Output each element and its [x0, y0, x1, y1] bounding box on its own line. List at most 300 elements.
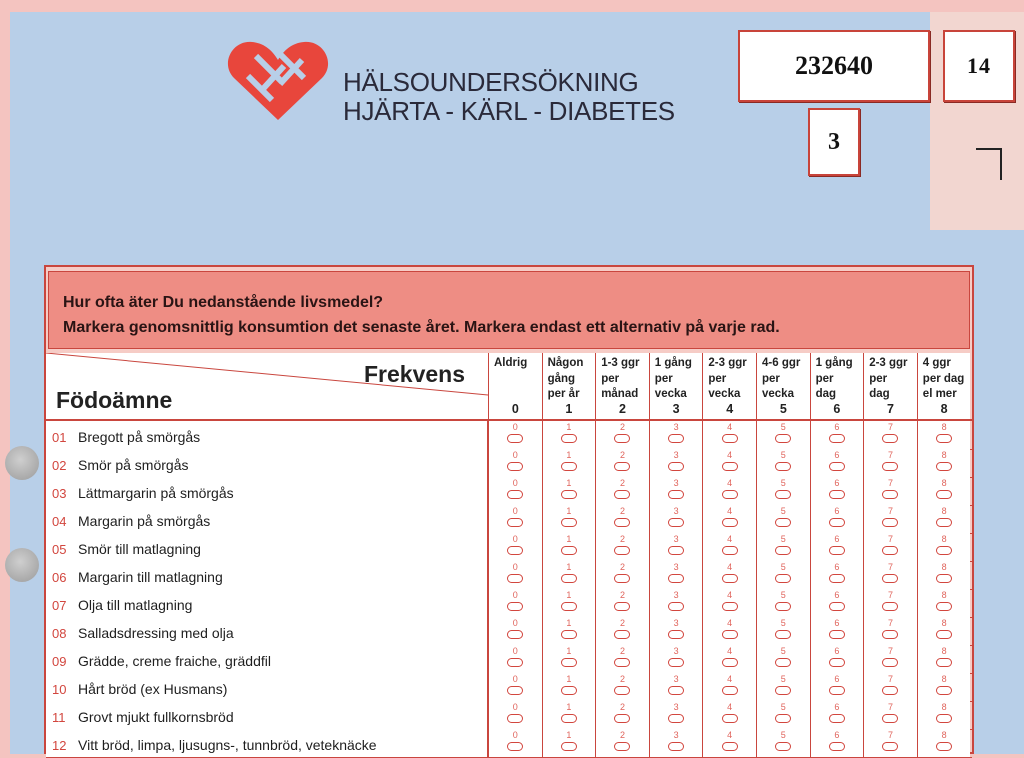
- option-bubble[interactable]: [507, 490, 523, 499]
- frequency-option[interactable]: [756, 617, 810, 645]
- column-header-text: el mer: [922, 388, 957, 400]
- option-code: 2: [619, 730, 625, 740]
- option-bubble[interactable]: [507, 714, 523, 723]
- option-bubble[interactable]: [936, 686, 952, 695]
- option-bubble[interactable]: [561, 490, 577, 499]
- frequency-option[interactable]: [542, 589, 596, 617]
- option-bubble[interactable]: [882, 434, 898, 443]
- option-bubble[interactable]: [668, 490, 684, 499]
- frequency-option[interactable]: [756, 729, 810, 757]
- frequency-option[interactable]: [810, 421, 864, 449]
- frequency-option[interactable]: [917, 701, 971, 729]
- frequency-option[interactable]: [810, 449, 864, 477]
- frequency-option[interactable]: [649, 421, 703, 449]
- frequency-option[interactable]: [595, 477, 649, 505]
- frequency-option[interactable]: [595, 449, 649, 477]
- frequency-option[interactable]: [863, 561, 917, 589]
- frequency-option[interactable]: [702, 645, 756, 673]
- option-bubble[interactable]: [561, 658, 577, 667]
- frequency-option[interactable]: [595, 533, 649, 561]
- option-bubble[interactable]: [775, 630, 791, 639]
- frequency-option[interactable]: [702, 505, 756, 533]
- frequency-option[interactable]: [649, 701, 703, 729]
- food-heading: Födoämne: [56, 387, 173, 413]
- frequency-option[interactable]: [649, 533, 703, 561]
- frequency-option[interactable]: [863, 645, 917, 673]
- frequency-option[interactable]: [810, 617, 864, 645]
- frequency-option[interactable]: [649, 561, 703, 589]
- option-bubble[interactable]: [829, 658, 845, 667]
- option-code: 7: [887, 478, 893, 488]
- option-bubble[interactable]: [882, 658, 898, 667]
- option-code: 8: [941, 450, 947, 460]
- option-bubble[interactable]: [829, 518, 845, 527]
- option-bubble[interactable]: [614, 546, 630, 555]
- option-code: 4: [727, 646, 733, 656]
- frequency-option[interactable]: [863, 729, 917, 757]
- frequency-option[interactable]: [542, 449, 596, 477]
- option-bubble[interactable]: [936, 658, 952, 667]
- option-code: 7: [887, 506, 893, 516]
- option-bubble[interactable]: [722, 574, 738, 583]
- option-bubble[interactable]: [507, 658, 523, 667]
- option-bubble[interactable]: [668, 714, 684, 723]
- option-bubble[interactable]: [561, 714, 577, 723]
- option-bubble[interactable]: [561, 602, 577, 611]
- column-header-text: per: [601, 372, 620, 385]
- option-code: 0: [512, 730, 518, 740]
- frequency-option[interactable]: [810, 477, 864, 505]
- frequency-option[interactable]: [810, 505, 864, 533]
- option-bubble[interactable]: [829, 714, 845, 723]
- option-code: 3: [673, 478, 679, 488]
- option-code: 6: [834, 646, 840, 656]
- option-code: 3: [673, 534, 679, 544]
- row-number: 09: [52, 654, 67, 669]
- option-bubble[interactable]: [614, 518, 630, 527]
- option-bubble[interactable]: [614, 462, 630, 471]
- option-bubble[interactable]: [668, 574, 684, 583]
- option-bubble[interactable]: [722, 630, 738, 639]
- frequency-option[interactable]: [542, 421, 596, 449]
- frequency-option[interactable]: [649, 617, 703, 645]
- frequency-option[interactable]: [542, 561, 596, 589]
- option-bubble[interactable]: [614, 434, 630, 443]
- frequency-option[interactable]: [595, 673, 649, 701]
- column-header-text: per: [869, 372, 888, 385]
- column-code: 7: [887, 401, 894, 416]
- frequency-option[interactable]: [542, 673, 596, 701]
- option-code: 3: [673, 450, 679, 460]
- frequency-option[interactable]: [810, 589, 864, 617]
- option-code: 1: [566, 478, 572, 488]
- survey-title-line1: HÄLSOUNDERSÖKNING: [343, 67, 639, 97]
- frequency-heading: Frekvens: [364, 361, 466, 387]
- option-bubble[interactable]: [775, 574, 791, 583]
- option-bubble[interactable]: [561, 546, 577, 555]
- option-bubble[interactable]: [775, 462, 791, 471]
- option-bubble[interactable]: [561, 742, 577, 751]
- frequency-option[interactable]: [756, 589, 810, 617]
- frequency-option[interactable]: [595, 701, 649, 729]
- food-label-cell: [46, 561, 488, 589]
- frequency-option[interactable]: [595, 589, 649, 617]
- option-bubble[interactable]: [507, 518, 523, 527]
- option-code: 1: [566, 506, 572, 516]
- option-code: 6: [834, 590, 840, 600]
- frequency-option[interactable]: [649, 673, 703, 701]
- frequency-option[interactable]: [917, 729, 971, 757]
- option-code: 8: [941, 590, 947, 600]
- option-bubble[interactable]: [829, 462, 845, 471]
- frequency-option[interactable]: [917, 477, 971, 505]
- frequency-column-header: [488, 353, 542, 419]
- option-code: 1: [566, 422, 572, 432]
- survey-title-line2: HJÄRTA - KÄRL - DIABETES: [343, 96, 675, 126]
- food-name: Smör på smörgås: [78, 457, 189, 473]
- frequency-option[interactable]: [810, 701, 864, 729]
- option-code: 0: [512, 702, 518, 712]
- option-bubble[interactable]: [722, 686, 738, 695]
- option-bubble[interactable]: [775, 714, 791, 723]
- food-row: [46, 701, 972, 730]
- option-bubble[interactable]: [775, 602, 791, 611]
- option-code: 2: [619, 506, 625, 516]
- option-bubble[interactable]: [614, 490, 630, 499]
- sub-number-box: 3: [808, 108, 860, 176]
- frequency-option[interactable]: [917, 617, 971, 645]
- frequency-option[interactable]: [488, 505, 542, 533]
- frequency-option[interactable]: [488, 449, 542, 477]
- frequency-option[interactable]: [810, 561, 864, 589]
- option-bubble[interactable]: [561, 462, 577, 471]
- frequency-option[interactable]: [863, 477, 917, 505]
- food-name: Olja till matlagning: [78, 597, 193, 613]
- option-bubble[interactable]: [507, 434, 523, 443]
- option-bubble[interactable]: [614, 630, 630, 639]
- frequency-option[interactable]: [702, 561, 756, 589]
- frequency-option[interactable]: [488, 533, 542, 561]
- option-bubble[interactable]: [936, 462, 952, 471]
- option-bubble[interactable]: [882, 742, 898, 751]
- registration-mark: [976, 148, 1002, 180]
- frequency-option[interactable]: [702, 673, 756, 701]
- frequency-option[interactable]: [863, 673, 917, 701]
- option-bubble[interactable]: [561, 434, 577, 443]
- option-bubble[interactable]: [722, 742, 738, 751]
- option-bubble[interactable]: [614, 658, 630, 667]
- frequency-option[interactable]: [702, 589, 756, 617]
- frequency-option[interactable]: [917, 533, 971, 561]
- option-bubble[interactable]: [722, 434, 738, 443]
- frequency-option[interactable]: [488, 701, 542, 729]
- option-bubble[interactable]: [936, 518, 952, 527]
- option-bubble[interactable]: [936, 714, 952, 723]
- option-code: 1: [566, 450, 572, 460]
- row-number: 01: [52, 430, 67, 445]
- option-bubble[interactable]: [882, 714, 898, 723]
- option-bubble[interactable]: [775, 686, 791, 695]
- frequency-option[interactable]: [917, 421, 971, 449]
- frequency-option[interactable]: [756, 673, 810, 701]
- option-bubble[interactable]: [936, 434, 952, 443]
- frequency-option[interactable]: [702, 449, 756, 477]
- option-bubble[interactable]: [507, 630, 523, 639]
- frequency-option[interactable]: [756, 645, 810, 673]
- option-bubble[interactable]: [668, 462, 684, 471]
- frequency-option[interactable]: [917, 673, 971, 701]
- option-bubble[interactable]: [775, 434, 791, 443]
- option-bubble[interactable]: [507, 546, 523, 555]
- option-bubble[interactable]: [775, 658, 791, 667]
- column-header-text: dag: [815, 388, 837, 400]
- frequency-option[interactable]: [595, 421, 649, 449]
- frequency-option[interactable]: [863, 421, 917, 449]
- frequency-option[interactable]: [702, 533, 756, 561]
- option-bubble[interactable]: [668, 546, 684, 555]
- food-label-cell: [46, 729, 488, 757]
- frequency-option[interactable]: [649, 449, 703, 477]
- option-bubble[interactable]: [561, 574, 577, 583]
- frequency-column-header: [702, 353, 756, 419]
- option-bubble[interactable]: [829, 434, 845, 443]
- row-number: 07: [52, 598, 67, 613]
- option-bubble[interactable]: [882, 518, 898, 527]
- column-code: 3: [672, 401, 680, 416]
- option-bubble[interactable]: [936, 602, 952, 611]
- column-code: 2: [619, 401, 626, 416]
- frequency-option[interactable]: [488, 645, 542, 673]
- food-row: [46, 477, 972, 506]
- frequency-option[interactable]: [488, 589, 542, 617]
- frequency-option[interactable]: [810, 533, 864, 561]
- food-name: Salladsdressing med olja: [78, 625, 234, 641]
- option-bubble[interactable]: [722, 490, 738, 499]
- option-bubble[interactable]: [561, 686, 577, 695]
- frequency-option[interactable]: [649, 505, 703, 533]
- option-code: 4: [727, 534, 733, 544]
- option-code: 7: [887, 450, 893, 460]
- option-bubble[interactable]: [829, 686, 845, 695]
- option-bubble[interactable]: [882, 546, 898, 555]
- frequency-option[interactable]: [756, 561, 810, 589]
- frequency-option[interactable]: [863, 701, 917, 729]
- option-code: 6: [834, 618, 840, 628]
- frequency-option[interactable]: [488, 617, 542, 645]
- frequency-option[interactable]: [488, 673, 542, 701]
- option-bubble[interactable]: [882, 686, 898, 695]
- option-code: 0: [512, 422, 518, 432]
- frequency-option[interactable]: [810, 673, 864, 701]
- frequency-option[interactable]: [542, 505, 596, 533]
- instructions-banner: [48, 271, 970, 349]
- frequency-option[interactable]: [702, 701, 756, 729]
- frequency-option[interactable]: [863, 533, 917, 561]
- option-bubble[interactable]: [936, 630, 952, 639]
- option-code: 0: [512, 674, 518, 684]
- option-bubble[interactable]: [829, 546, 845, 555]
- option-bubble[interactable]: [722, 546, 738, 555]
- option-bubble[interactable]: [668, 434, 684, 443]
- frequency-option[interactable]: [488, 561, 542, 589]
- frequency-option[interactable]: [542, 617, 596, 645]
- frequency-option[interactable]: [863, 589, 917, 617]
- option-bubble[interactable]: [668, 658, 684, 667]
- option-code: 3: [673, 674, 679, 684]
- column-header-text: 1 gång: [815, 357, 853, 369]
- option-code: 6: [834, 478, 840, 488]
- food-name: Vitt bröd, limpa, ljusugns-, tunnbröd, veteknäcke: [78, 737, 377, 753]
- column-code: 8: [940, 401, 948, 416]
- column-header-text: gång: [547, 372, 576, 385]
- option-code: 5: [780, 646, 786, 656]
- option-bubble[interactable]: [775, 546, 791, 555]
- option-bubble[interactable]: [775, 518, 791, 527]
- frequency-option[interactable]: [863, 449, 917, 477]
- option-code: 4: [727, 674, 733, 684]
- option-bubble[interactable]: [936, 742, 952, 751]
- frequency-option[interactable]: [702, 729, 756, 757]
- survey-title: [343, 68, 675, 126]
- option-bubble[interactable]: [507, 574, 523, 583]
- option-bubble[interactable]: [614, 714, 630, 723]
- option-bubble[interactable]: [722, 602, 738, 611]
- option-bubble[interactable]: [668, 686, 684, 695]
- frequency-option[interactable]: [649, 645, 703, 673]
- frequency-option[interactable]: [756, 421, 810, 449]
- option-bubble[interactable]: [936, 490, 952, 499]
- frequency-option[interactable]: [917, 645, 971, 673]
- option-code: 2: [619, 618, 625, 628]
- frequency-option[interactable]: [702, 477, 756, 505]
- frequency-option[interactable]: [649, 589, 703, 617]
- option-bubble[interactable]: [829, 574, 845, 583]
- option-bubble[interactable]: [614, 602, 630, 611]
- frequency-option[interactable]: [756, 505, 810, 533]
- option-code: 0: [512, 506, 518, 516]
- frequency-option[interactable]: [542, 477, 596, 505]
- option-code: 7: [887, 562, 893, 572]
- option-bubble[interactable]: [829, 602, 845, 611]
- frequency-option[interactable]: [863, 505, 917, 533]
- option-bubble[interactable]: [614, 574, 630, 583]
- option-bubble[interactable]: [722, 658, 738, 667]
- option-code: 3: [673, 590, 679, 600]
- column-header-text: per: [708, 372, 727, 385]
- frequency-column-header: [756, 353, 810, 419]
- option-bubble[interactable]: [829, 490, 845, 499]
- option-bubble[interactable]: [775, 490, 791, 499]
- option-code: 0: [512, 534, 518, 544]
- option-code: 4: [727, 478, 733, 488]
- frequency-option[interactable]: [595, 617, 649, 645]
- option-bubble[interactable]: [668, 602, 684, 611]
- option-code: 5: [780, 422, 786, 432]
- frequency-option[interactable]: [488, 477, 542, 505]
- option-bubble[interactable]: [722, 518, 738, 527]
- option-bubble[interactable]: [507, 462, 523, 471]
- frequency-option[interactable]: [595, 729, 649, 757]
- option-bubble[interactable]: [882, 574, 898, 583]
- frequency-option[interactable]: [917, 449, 971, 477]
- option-bubble[interactable]: [668, 742, 684, 751]
- option-bubble[interactable]: [614, 742, 630, 751]
- page-number-box: 14: [943, 30, 1015, 102]
- option-bubble[interactable]: [936, 574, 952, 583]
- option-code: 6: [834, 506, 840, 516]
- option-bubble[interactable]: [507, 686, 523, 695]
- option-bubble[interactable]: [668, 518, 684, 527]
- food-frequency-form: [44, 265, 974, 754]
- option-bubble[interactable]: [936, 546, 952, 555]
- row-number: 04: [52, 514, 67, 529]
- column-header-text: Aldrig: [494, 357, 528, 369]
- frequency-option[interactable]: [542, 645, 596, 673]
- option-code: 1: [566, 730, 572, 740]
- option-bubble[interactable]: [561, 518, 577, 527]
- frequency-option[interactable]: [810, 729, 864, 757]
- option-bubble[interactable]: [507, 742, 523, 751]
- option-bubble[interactable]: [775, 742, 791, 751]
- option-code: 4: [727, 618, 733, 628]
- frequency-option[interactable]: [488, 421, 542, 449]
- frequency-option[interactable]: [649, 729, 703, 757]
- option-bubble[interactable]: [882, 602, 898, 611]
- frequency-option[interactable]: [542, 533, 596, 561]
- frequency-option[interactable]: [917, 589, 971, 617]
- frequency-option[interactable]: [595, 645, 649, 673]
- option-code: 4: [727, 450, 733, 460]
- frequency-option[interactable]: [917, 561, 971, 589]
- option-bubble[interactable]: [614, 686, 630, 695]
- frequency-option[interactable]: [756, 449, 810, 477]
- frequency-option[interactable]: [810, 645, 864, 673]
- option-code: 5: [780, 590, 786, 600]
- option-bubble[interactable]: [882, 630, 898, 639]
- option-bubble[interactable]: [882, 462, 898, 471]
- frequency-option[interactable]: [488, 729, 542, 757]
- option-code: 0: [512, 478, 518, 488]
- frequency-option[interactable]: [649, 477, 703, 505]
- option-code: 6: [834, 674, 840, 684]
- option-bubble[interactable]: [561, 630, 577, 639]
- frequency-option[interactable]: [756, 533, 810, 561]
- frequency-option[interactable]: [595, 561, 649, 589]
- option-code: 6: [834, 422, 840, 432]
- option-code: 8: [941, 702, 947, 712]
- option-code: 2: [619, 562, 625, 572]
- frequency-option[interactable]: [702, 617, 756, 645]
- option-bubble[interactable]: [829, 630, 845, 639]
- option-bubble[interactable]: [722, 462, 738, 471]
- food-label-cell: [46, 617, 488, 645]
- frequency-option[interactable]: [595, 505, 649, 533]
- option-bubble[interactable]: [507, 602, 523, 611]
- frequency-option[interactable]: [542, 701, 596, 729]
- option-code: 2: [619, 422, 625, 432]
- option-bubble[interactable]: [882, 490, 898, 499]
- frequency-option[interactable]: [702, 421, 756, 449]
- option-bubble[interactable]: [722, 714, 738, 723]
- option-bubble[interactable]: [829, 742, 845, 751]
- frequency-option[interactable]: [917, 505, 971, 533]
- frequency-option[interactable]: [756, 477, 810, 505]
- frequency-option[interactable]: [756, 701, 810, 729]
- option-bubble[interactable]: [668, 630, 684, 639]
- option-code: 5: [780, 478, 786, 488]
- frequency-option[interactable]: [542, 729, 596, 757]
- frequency-option[interactable]: [863, 617, 917, 645]
